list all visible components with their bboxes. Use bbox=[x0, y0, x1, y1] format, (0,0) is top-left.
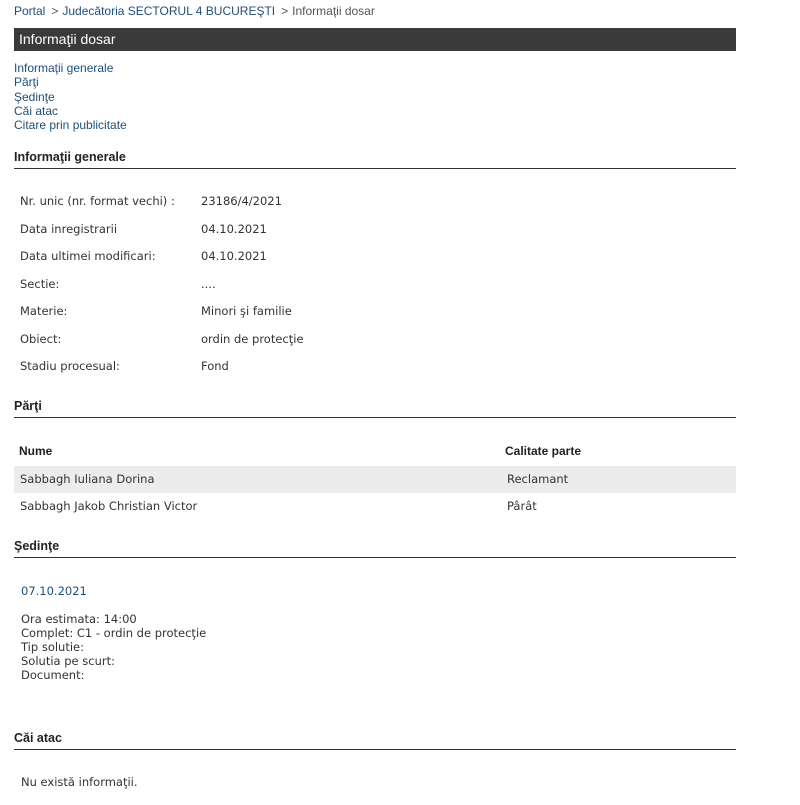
section-heading-parti bbox=[14, 399, 736, 418]
info-value: ordin de protecţie bbox=[201, 331, 304, 346]
breadcrumb bbox=[14, 4, 375, 18]
section-nav bbox=[14, 61, 127, 132]
party-role: Pârât bbox=[507, 499, 537, 513]
hearing-date: 07.10.2021 bbox=[21, 584, 87, 598]
info-label: Sectie: bbox=[20, 276, 60, 291]
nav-link-sedinte[interactable]: Şedinţe bbox=[14, 89, 55, 104]
section-heading-informatii-generale bbox=[14, 150, 736, 169]
party-role: Reclamant bbox=[507, 472, 569, 486]
info-row bbox=[20, 190, 304, 218]
party-name: Sabbagh Iuliana Dorina bbox=[20, 472, 155, 486]
nav-link-parti[interactable]: Părţi bbox=[14, 75, 39, 90]
section-heading-text: Căi atac bbox=[14, 731, 62, 745]
column-header-calitate-parte: Calitate parte bbox=[505, 444, 582, 458]
info-row bbox=[20, 218, 304, 246]
info-label: Data ultimei modificari: bbox=[20, 249, 156, 263]
column-header-nume: Nume bbox=[19, 444, 53, 458]
page-title: Informaţii dosar bbox=[19, 31, 116, 47]
nav-link-citare-prin-publicitate[interactable]: Citare prin publicitate bbox=[14, 118, 127, 133]
table-row bbox=[14, 466, 736, 493]
info-row bbox=[20, 328, 304, 356]
parti-table-header bbox=[19, 444, 736, 458]
breadcrumb-separator: > bbox=[51, 4, 59, 18]
section-heading-text: Şedinţe bbox=[14, 539, 60, 553]
section-heading-cai-atac bbox=[14, 731, 736, 750]
info-row bbox=[20, 273, 304, 301]
general-info-table bbox=[20, 190, 304, 383]
hearing-details bbox=[21, 612, 206, 682]
info-value: 04.10.2021 bbox=[201, 221, 267, 236]
hearing-detail-line: Ora estimata: 14:00 bbox=[21, 612, 137, 626]
info-label: Stadiu procesual: bbox=[20, 359, 120, 373]
breadcrumb-current: Informaţii dosar bbox=[292, 4, 375, 18]
info-row bbox=[20, 300, 304, 328]
info-row bbox=[20, 245, 304, 273]
breadcrumb-separator: > bbox=[281, 4, 289, 18]
no-info-message: Nu există informaţii. bbox=[21, 775, 138, 789]
nav-link-informatii-generale[interactable]: Informaţii generale bbox=[14, 61, 114, 75]
info-label: Data inregistrarii bbox=[20, 221, 118, 236]
info-label: Nr. unic (nr. format vechi) : bbox=[20, 194, 175, 208]
section-heading-sedinte bbox=[14, 539, 736, 558]
party-name: Sabbagh Jakob Christian Victor bbox=[20, 499, 198, 513]
info-value: 04.10.2021 bbox=[201, 249, 267, 263]
info-value: .... bbox=[201, 276, 216, 291]
info-row bbox=[20, 355, 304, 383]
info-value: 23186/4/2021 bbox=[201, 194, 282, 208]
hearing-detail-line: Document: bbox=[21, 668, 85, 682]
breadcrumb-portal-link[interactable]: Portal bbox=[14, 4, 46, 18]
breadcrumb-court-link[interactable]: Judecătoria SECTORUL 4 BUCUREŞTI bbox=[62, 4, 276, 18]
hearing-detail-line: Solutia pe scurt: bbox=[21, 654, 115, 668]
info-value: Fond bbox=[201, 359, 229, 373]
section-heading-text: Părţi bbox=[14, 399, 42, 413]
hearing-detail-line: Complet: C1 - ordin de protecţie bbox=[21, 626, 207, 640]
info-label: Materie: bbox=[20, 304, 68, 318]
nav-link-cai-atac[interactable]: Căi atac bbox=[14, 103, 59, 118]
page-title-bar bbox=[14, 28, 736, 51]
info-value: Minori şi familie bbox=[201, 304, 292, 318]
section-heading-text: Informaţii generale bbox=[14, 150, 126, 164]
table-row bbox=[14, 493, 736, 520]
hearing-detail-line: Tip solutie: bbox=[21, 640, 84, 654]
info-label: Obiect: bbox=[20, 331, 62, 346]
